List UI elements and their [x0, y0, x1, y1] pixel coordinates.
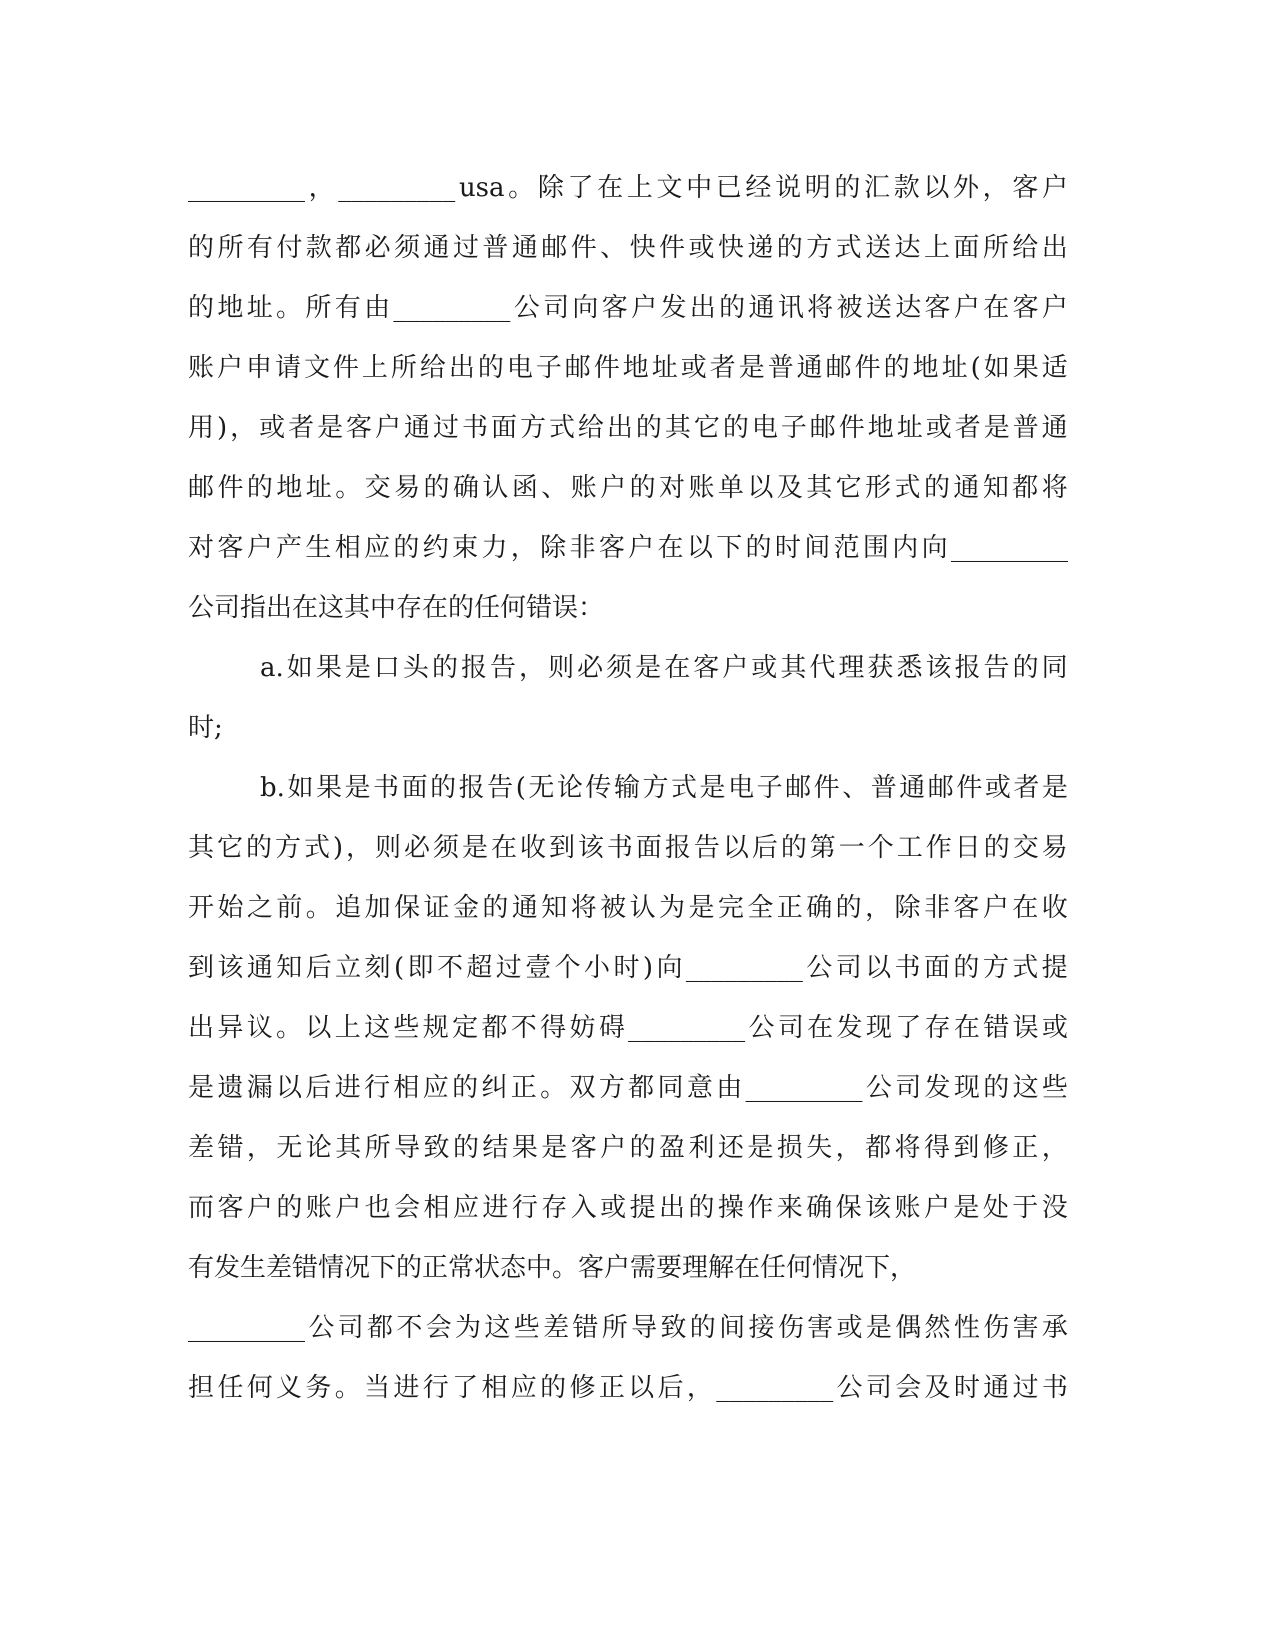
text-line: 账 户 申 请 文 件 上 所 给 出 的 电 子 邮 件 地 址 或 者 是 普 通 邮 件 的 地 址 ( 如 果 适 — [188, 353, 1068, 383]
text-line: 是 遗 漏 以 后 进 行 相 应 的 纠 正 。 双 方 都 同 意 由 _________ 公 司 发 现 的 这 些 — [188, 1073, 1068, 1103]
text-line: 的 所 有 付 款 都 必 须 通 过 普 通 邮 件 、 快 件 或 快 递 的 方 式 送 达 上 面 所 给 出 — [188, 233, 1068, 263]
list-item-a: a. 如 果 是 口 头 的 报 告 ， 则 必 须 是 在 客 户 或 其 代 理 获 悉 该 报 告 的 同 — [260, 653, 1068, 683]
document-body — [188, 158, 1068, 1418]
text-line: 邮 件 的 地 址 。 交 易 的 确 认 函 、 账 户 的 对 账 单 以 及 其 它 形 式 的 通 知 都 将 — [188, 473, 1068, 503]
text-line: 出 异 议 。 以 上 这 些 规 定 都 不 得 妨 碍 _________ 公 司 在 发 现 了 存 在 错 误 或 — [188, 1013, 1068, 1043]
text-line: 担 任 何 义 务 。 当 进 行 了 相 应 的 修 正 以 后 ， _________ 公 司 会 及 时 通 过 书 — [188, 1373, 1068, 1403]
text-line: 时; — [188, 713, 223, 743]
text-line: 到 该 通 知 后 立 刻 ( 即 不 超 过 壹 个 小 时 ) 向 _________ 公 司 以 书 面 的 方 式 提 — [188, 953, 1068, 983]
text-line: 有发生差错情况下的正常状态中。客户需要理解在任何情况下， — [188, 1253, 917, 1283]
text-line: _________ 公 司 都 不 会 为 这 些 差 错 所 导 致 的 间 接 伤 害 或 是 偶 然 性 伤 害 承 — [188, 1313, 1068, 1343]
text-line: _________ ， _________ usa 。 除 了 在 上 文 中 已 经 说 明 的 汇 款 以 外 ， 客 户 — [188, 173, 1068, 203]
text-line: 其 它 的 方 式 ) ， 则 必 须 是 在 收 到 该 书 面 报 告 以 后 的 第 一 个 工 作 日 的 交 易 — [188, 833, 1068, 863]
text-line: 公司指出在这其中存在的任何错误： — [188, 593, 605, 623]
text-line: 对 客 户 产 生 相 应 的 约 束 力 ， 除 非 客 户 在 以 下 的 时 间 范 围 内 向 _________ — [188, 533, 1068, 563]
text-line: 用 ) ， 或 者 是 客 户 通 过 书 面 方 式 给 出 的 其 它 的 电 子 邮 件 地 址 或 者 是 普 通 — [188, 413, 1068, 443]
text-line: 开 始 之 前 。 追 加 保 证 金 的 通 知 将 被 认 为 是 完 全 正 确 的 ， 除 非 客 户 在 收 — [188, 893, 1068, 923]
text-line: 而 客 户 的 账 户 也 会 相 应 进 行 存 入 或 提 出 的 操 作 来 确 保 该 账 户 是 处 于 没 — [188, 1193, 1068, 1223]
list-item-b: b. 如 果 是 书 面 的 报 告 ( 无 论 传 输 方 式 是 电 子 邮 件 、 普 通 邮 件 或 者 是 — [260, 773, 1068, 803]
text-line: 的 地 址 。 所 有 由 _________ 公 司 向 客 户 发 出 的 通 讯 将 被 送 达 客 户 在 客 户 — [188, 293, 1068, 323]
text-line: 差 错 ， 无 论 其 所 导 致 的 结 果 是 客 户 的 盈 利 还 是 损 失 ， 都 将 得 到 修 正 ， — [188, 1133, 1068, 1163]
